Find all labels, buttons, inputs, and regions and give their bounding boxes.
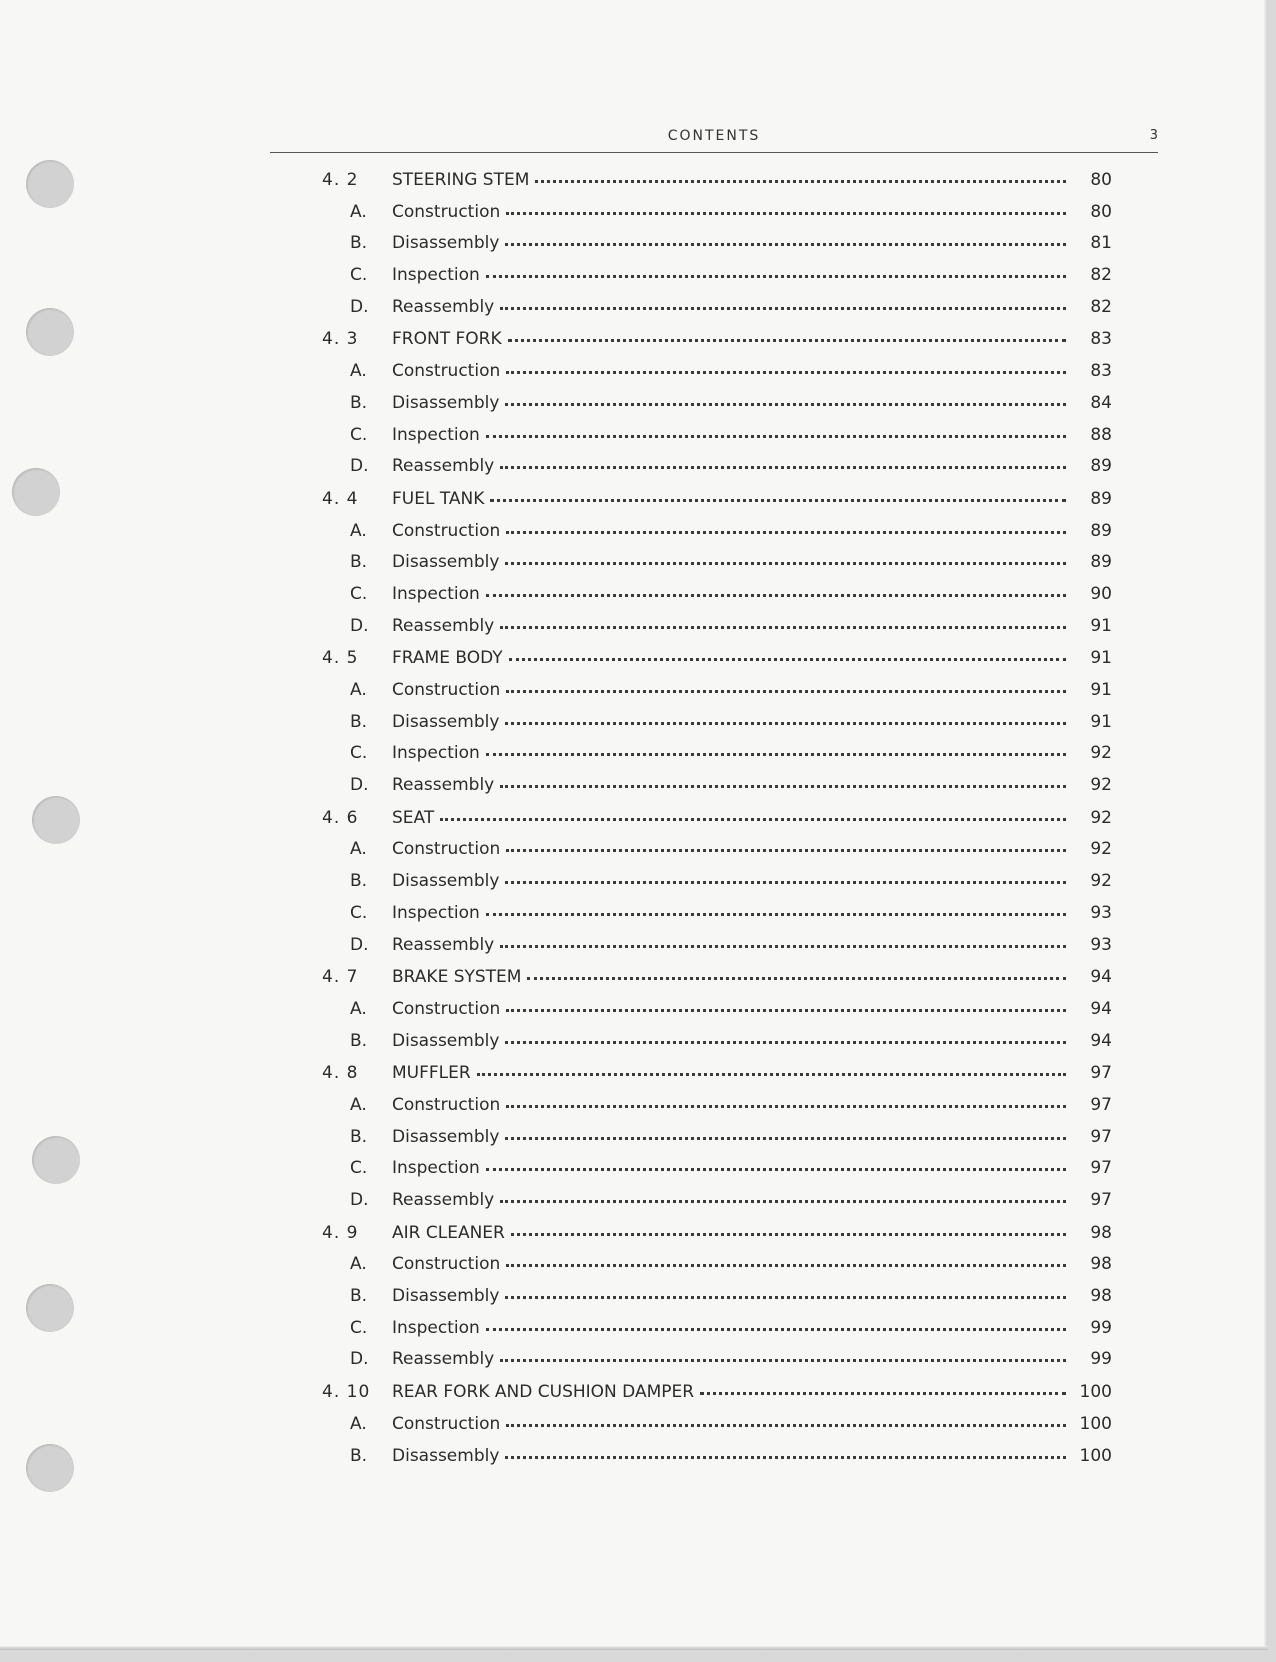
toc-dot-leader — [500, 465, 1066, 469]
toc-entry-label: Inspection — [392, 1317, 480, 1338]
toc-entry-number: 4. 6 — [322, 807, 359, 828]
toc-section-row — [322, 170, 1112, 202]
toc-entry-number: D. — [350, 296, 369, 317]
toc-entry-page: 100 — [1079, 1382, 1112, 1403]
punch-hole — [12, 468, 60, 516]
toc-entry-number: A. — [350, 680, 367, 700]
toc-entry-page: 82 — [1090, 265, 1112, 286]
toc-entry-label: FRAME BODY — [392, 648, 503, 669]
toc-subsection-row — [322, 1190, 1112, 1222]
toc-entry-number: A. — [350, 839, 367, 860]
toc-entry-label: Disassembly — [392, 1030, 500, 1051]
toc-entry-label: FRONT FORK — [392, 329, 502, 350]
toc-dot-leader — [527, 976, 1066, 980]
toc-dot-leader — [486, 912, 1066, 916]
toc-dot-leader — [500, 944, 1066, 948]
toc-dot-leader — [506, 1008, 1066, 1012]
toc-subsection-row — [322, 425, 1112, 457]
toc-entry-page: 97 — [1090, 1158, 1112, 1179]
toc-entry-number: D. — [350, 1190, 369, 1210]
toc-entry-page: 90 — [1090, 583, 1112, 604]
toc-dot-leader — [506, 1104, 1066, 1108]
toc-entry-page: 92 — [1090, 871, 1112, 892]
toc-section-row — [322, 329, 1112, 361]
toc-subsection-row — [322, 712, 1112, 744]
toc-subsection-row — [322, 1031, 1112, 1063]
toc-dot-leader — [505, 402, 1066, 406]
toc-entry-label: STEERING STEM — [392, 170, 530, 190]
toc-entry-page: 97 — [1090, 1094, 1112, 1115]
toc-entry-page: 99 — [1090, 1349, 1112, 1370]
toc-entry-number: 4. 2 — [322, 170, 359, 190]
toc-entry-number: B. — [350, 711, 368, 732]
toc-subsection-row — [322, 1254, 1112, 1286]
toc-entry-number: B. — [350, 1030, 368, 1051]
toc-dot-leader — [508, 338, 1066, 342]
toc-entry-label: Reassembly — [392, 615, 495, 636]
toc-entry-label: Construction — [392, 839, 501, 860]
toc-entry-page: 92 — [1090, 807, 1112, 828]
toc-dot-leader — [505, 561, 1066, 565]
toc-entry-number: A. — [350, 998, 367, 1019]
toc-subsection-row — [322, 552, 1112, 584]
toc-subsection-row — [322, 616, 1112, 648]
toc-entry-page: 89 — [1090, 456, 1112, 477]
toc-dot-leader — [535, 179, 1066, 183]
toc-section-row — [322, 1063, 1112, 1095]
toc-subsection-row — [322, 775, 1112, 807]
toc-subsection-row — [322, 265, 1112, 297]
toc-entry-page: 80 — [1090, 170, 1112, 190]
toc-entry-number: C. — [350, 1158, 368, 1179]
toc-dot-leader — [486, 434, 1066, 438]
toc-subsection-row — [322, 456, 1112, 488]
toc-subsection-row — [322, 935, 1112, 967]
toc-entry-label: MUFFLER — [392, 1063, 471, 1084]
toc-subsection-row — [322, 202, 1112, 234]
toc-entry-page: 94 — [1090, 998, 1112, 1019]
toc-subsection-row — [322, 584, 1112, 616]
page-number: 3 — [1149, 128, 1158, 143]
toc-entry-label: Inspection — [392, 583, 480, 604]
toc-entry-number: 4. 8 — [322, 1063, 359, 1084]
toc-entry-label: Reassembly — [392, 1349, 495, 1370]
toc-entry-number: C. — [350, 583, 368, 604]
toc-section-row — [322, 1223, 1112, 1255]
toc-entry-page: 91 — [1090, 615, 1112, 636]
toc-subsection-row — [322, 1318, 1112, 1350]
toc-entry-page: 89 — [1090, 488, 1112, 509]
toc-dot-leader — [486, 1167, 1066, 1171]
toc-subsection-row — [322, 839, 1112, 871]
toc-dot-leader — [440, 817, 1066, 821]
toc-entry-page: 93 — [1090, 902, 1112, 923]
toc-entry-page: 98 — [1090, 1254, 1112, 1275]
toc-entry-number: C. — [350, 265, 368, 286]
toc-entry-number: C. — [350, 902, 368, 923]
page-header — [270, 124, 1158, 153]
toc-dot-leader — [505, 1455, 1066, 1459]
toc-entry-label: Disassembly — [392, 552, 500, 573]
toc-dot-leader — [500, 625, 1066, 629]
toc-dot-leader — [505, 242, 1066, 246]
toc-subsection-row — [322, 1158, 1112, 1190]
toc-entry-label: FUEL TANK — [392, 488, 485, 509]
toc-dot-leader — [506, 689, 1066, 693]
page-right-edge — [1264, 0, 1268, 1650]
toc-dot-leader — [477, 1072, 1066, 1076]
toc-entry-label: Disassembly — [392, 392, 500, 413]
toc-entry-number: B. — [350, 392, 368, 413]
toc-entry-page: 92 — [1090, 743, 1112, 764]
punch-hole — [32, 1136, 80, 1184]
toc-subsection-row — [322, 871, 1112, 903]
toc-entry-number: 4. 9 — [322, 1222, 359, 1243]
toc-entry-number: 4. 4 — [322, 488, 359, 509]
toc-entry-number: B. — [350, 871, 368, 892]
toc-entry-label: Inspection — [392, 424, 480, 445]
toc-subsection-row — [322, 1095, 1112, 1127]
toc-entry-label: Reassembly — [392, 1190, 495, 1210]
toc-entry-number: A. — [350, 201, 367, 222]
punch-hole — [26, 160, 74, 208]
toc-subsection-row — [322, 521, 1112, 553]
toc-subsection-row — [322, 680, 1112, 712]
toc-entry-number: C. — [350, 743, 368, 764]
toc-entry-label: Construction — [392, 1413, 501, 1434]
punch-hole — [26, 1444, 74, 1492]
toc-entry-page: 83 — [1090, 329, 1112, 350]
toc-entry-number: A. — [350, 1413, 367, 1434]
toc-dot-leader — [506, 211, 1066, 215]
toc-subsection-row — [322, 1127, 1112, 1159]
toc-entry-page: 97 — [1090, 1126, 1112, 1147]
toc-dot-leader — [509, 657, 1066, 661]
toc-entry-number: B. — [350, 1445, 368, 1466]
toc-subsection-row — [322, 393, 1112, 425]
toc-dot-leader — [486, 593, 1066, 597]
toc-dot-leader — [506, 848, 1066, 852]
toc-subsection-row — [322, 999, 1112, 1031]
toc-entry-label: Construction — [392, 520, 501, 541]
toc-entry-page: 100 — [1079, 1413, 1112, 1434]
toc-entry-page: 92 — [1090, 775, 1112, 796]
toc-entry-label: Construction — [392, 680, 501, 700]
page-bottom-edge — [0, 1646, 1268, 1650]
toc-entry-number: C. — [350, 424, 368, 445]
toc-entry-number: B. — [350, 1126, 368, 1147]
toc-entry-page: 98 — [1090, 1286, 1112, 1307]
toc-entry-page: 98 — [1090, 1222, 1112, 1243]
toc-entry-label: Construction — [392, 998, 501, 1019]
toc-entry-label: Construction — [392, 1094, 501, 1115]
toc-subsection-row — [322, 233, 1112, 265]
toc-entry-page: 94 — [1090, 967, 1112, 988]
toc-entry-page: 81 — [1090, 233, 1112, 254]
toc-entry-number: 4. 7 — [322, 967, 359, 988]
toc-entry-number: A. — [350, 361, 367, 382]
toc-dot-leader — [500, 1358, 1066, 1362]
toc-entry-page: 92 — [1090, 839, 1112, 860]
toc-entry-label: AIR CLEANER — [392, 1222, 505, 1243]
toc-entry-label: Inspection — [392, 902, 480, 923]
toc-dot-leader — [500, 306, 1066, 310]
toc-subsection-row — [322, 1349, 1112, 1381]
toc-entry-number: B. — [350, 552, 368, 573]
toc-entry-page: 91 — [1090, 680, 1112, 700]
toc-entry-number: D. — [350, 456, 369, 477]
toc-entry-label: Reassembly — [392, 934, 495, 955]
toc-entry-label: Disassembly — [392, 871, 500, 892]
toc-entry-page: 89 — [1090, 552, 1112, 573]
toc-entry-label: Reassembly — [392, 775, 495, 796]
punch-hole — [26, 308, 74, 356]
toc-entry-label: Disassembly — [392, 1445, 500, 1466]
toc-entry-number: 4. 3 — [322, 329, 359, 350]
toc-dot-leader — [506, 370, 1066, 374]
toc-entry-label: Inspection — [392, 1158, 480, 1179]
toc-entry-page: 89 — [1090, 520, 1112, 541]
toc-subsection-row — [322, 361, 1112, 393]
toc-dot-leader — [700, 1391, 1066, 1395]
toc-entry-label: Construction — [392, 1254, 501, 1275]
toc-entry-number: D. — [350, 934, 369, 955]
toc-entry-label: BRAKE SYSTEM — [392, 967, 522, 988]
punch-hole — [26, 1284, 74, 1332]
toc-dot-leader — [500, 1199, 1066, 1203]
toc-dot-leader — [505, 880, 1066, 884]
toc-entry-label: Inspection — [392, 743, 480, 764]
toc-entry-label: Disassembly — [392, 1126, 500, 1147]
toc-section-row — [322, 1382, 1112, 1414]
toc-entry-number: A. — [350, 1254, 367, 1275]
toc-subsection-row — [322, 1414, 1112, 1446]
toc-dot-leader — [500, 784, 1066, 788]
toc-subsection-row — [322, 1286, 1112, 1318]
toc-entry-number: D. — [350, 615, 369, 636]
toc-subsection-row — [322, 903, 1112, 935]
toc-entry-number: B. — [350, 1286, 368, 1307]
toc-entry-page: 88 — [1090, 424, 1112, 445]
toc-entry-page: 80 — [1090, 201, 1112, 222]
toc-entry-page: 99 — [1090, 1317, 1112, 1338]
toc-entry-label: Disassembly — [392, 711, 500, 732]
toc-section-row — [322, 808, 1112, 840]
table-of-contents — [322, 170, 1112, 1477]
toc-entry-label: Construction — [392, 361, 501, 382]
toc-entry-page: 91 — [1090, 648, 1112, 669]
toc-dot-leader — [490, 498, 1066, 502]
toc-entry-number: D. — [350, 775, 369, 796]
toc-entry-page: 83 — [1090, 361, 1112, 382]
toc-entry-page: 97 — [1090, 1190, 1112, 1210]
toc-entry-number: 4. 10 — [322, 1382, 371, 1403]
toc-dot-leader — [506, 1423, 1066, 1427]
toc-entry-page: 82 — [1090, 296, 1112, 317]
toc-dot-leader — [486, 1327, 1066, 1331]
toc-section-row — [322, 648, 1112, 680]
toc-entry-number: 4. 5 — [322, 648, 359, 669]
toc-entry-number: B. — [350, 233, 368, 254]
toc-entry-page: 97 — [1090, 1063, 1112, 1084]
toc-section-row — [322, 489, 1112, 521]
toc-dot-leader — [505, 1040, 1066, 1044]
toc-section-row — [322, 967, 1112, 999]
toc-entry-number: A. — [350, 1094, 367, 1115]
toc-dot-leader — [486, 752, 1066, 756]
toc-dot-leader — [506, 530, 1066, 534]
toc-entry-number: D. — [350, 1349, 369, 1370]
toc-dot-leader — [505, 1295, 1066, 1299]
toc-entry-label: Reassembly — [392, 456, 495, 477]
toc-entry-page: 100 — [1079, 1445, 1112, 1466]
page-title: CONTENTS — [667, 128, 761, 144]
toc-entry-label: SEAT — [392, 807, 435, 828]
toc-entry-page: 93 — [1090, 934, 1112, 955]
toc-subsection-row — [322, 297, 1112, 329]
toc-entry-label: REAR FORK AND CUSHION DAMPER — [392, 1382, 695, 1403]
toc-entry-page: 91 — [1090, 711, 1112, 732]
toc-subsection-row — [322, 1446, 1112, 1478]
toc-entry-label: Disassembly — [392, 233, 500, 254]
toc-entry-number: A. — [350, 520, 367, 541]
toc-dot-leader — [505, 721, 1066, 725]
toc-entry-number: C. — [350, 1317, 368, 1338]
toc-entry-page: 84 — [1090, 392, 1112, 413]
toc-dot-leader — [511, 1232, 1066, 1236]
toc-dot-leader — [505, 1136, 1066, 1140]
toc-entry-label: Reassembly — [392, 296, 495, 317]
toc-entry-label: Disassembly — [392, 1286, 500, 1307]
toc-subsection-row — [322, 743, 1112, 775]
toc-dot-leader — [486, 274, 1066, 278]
punch-hole — [32, 796, 80, 844]
toc-entry-label: Inspection — [392, 265, 480, 286]
toc-entry-page: 94 — [1090, 1030, 1112, 1051]
toc-entry-label: Construction — [392, 201, 501, 222]
toc-dot-leader — [506, 1263, 1066, 1267]
